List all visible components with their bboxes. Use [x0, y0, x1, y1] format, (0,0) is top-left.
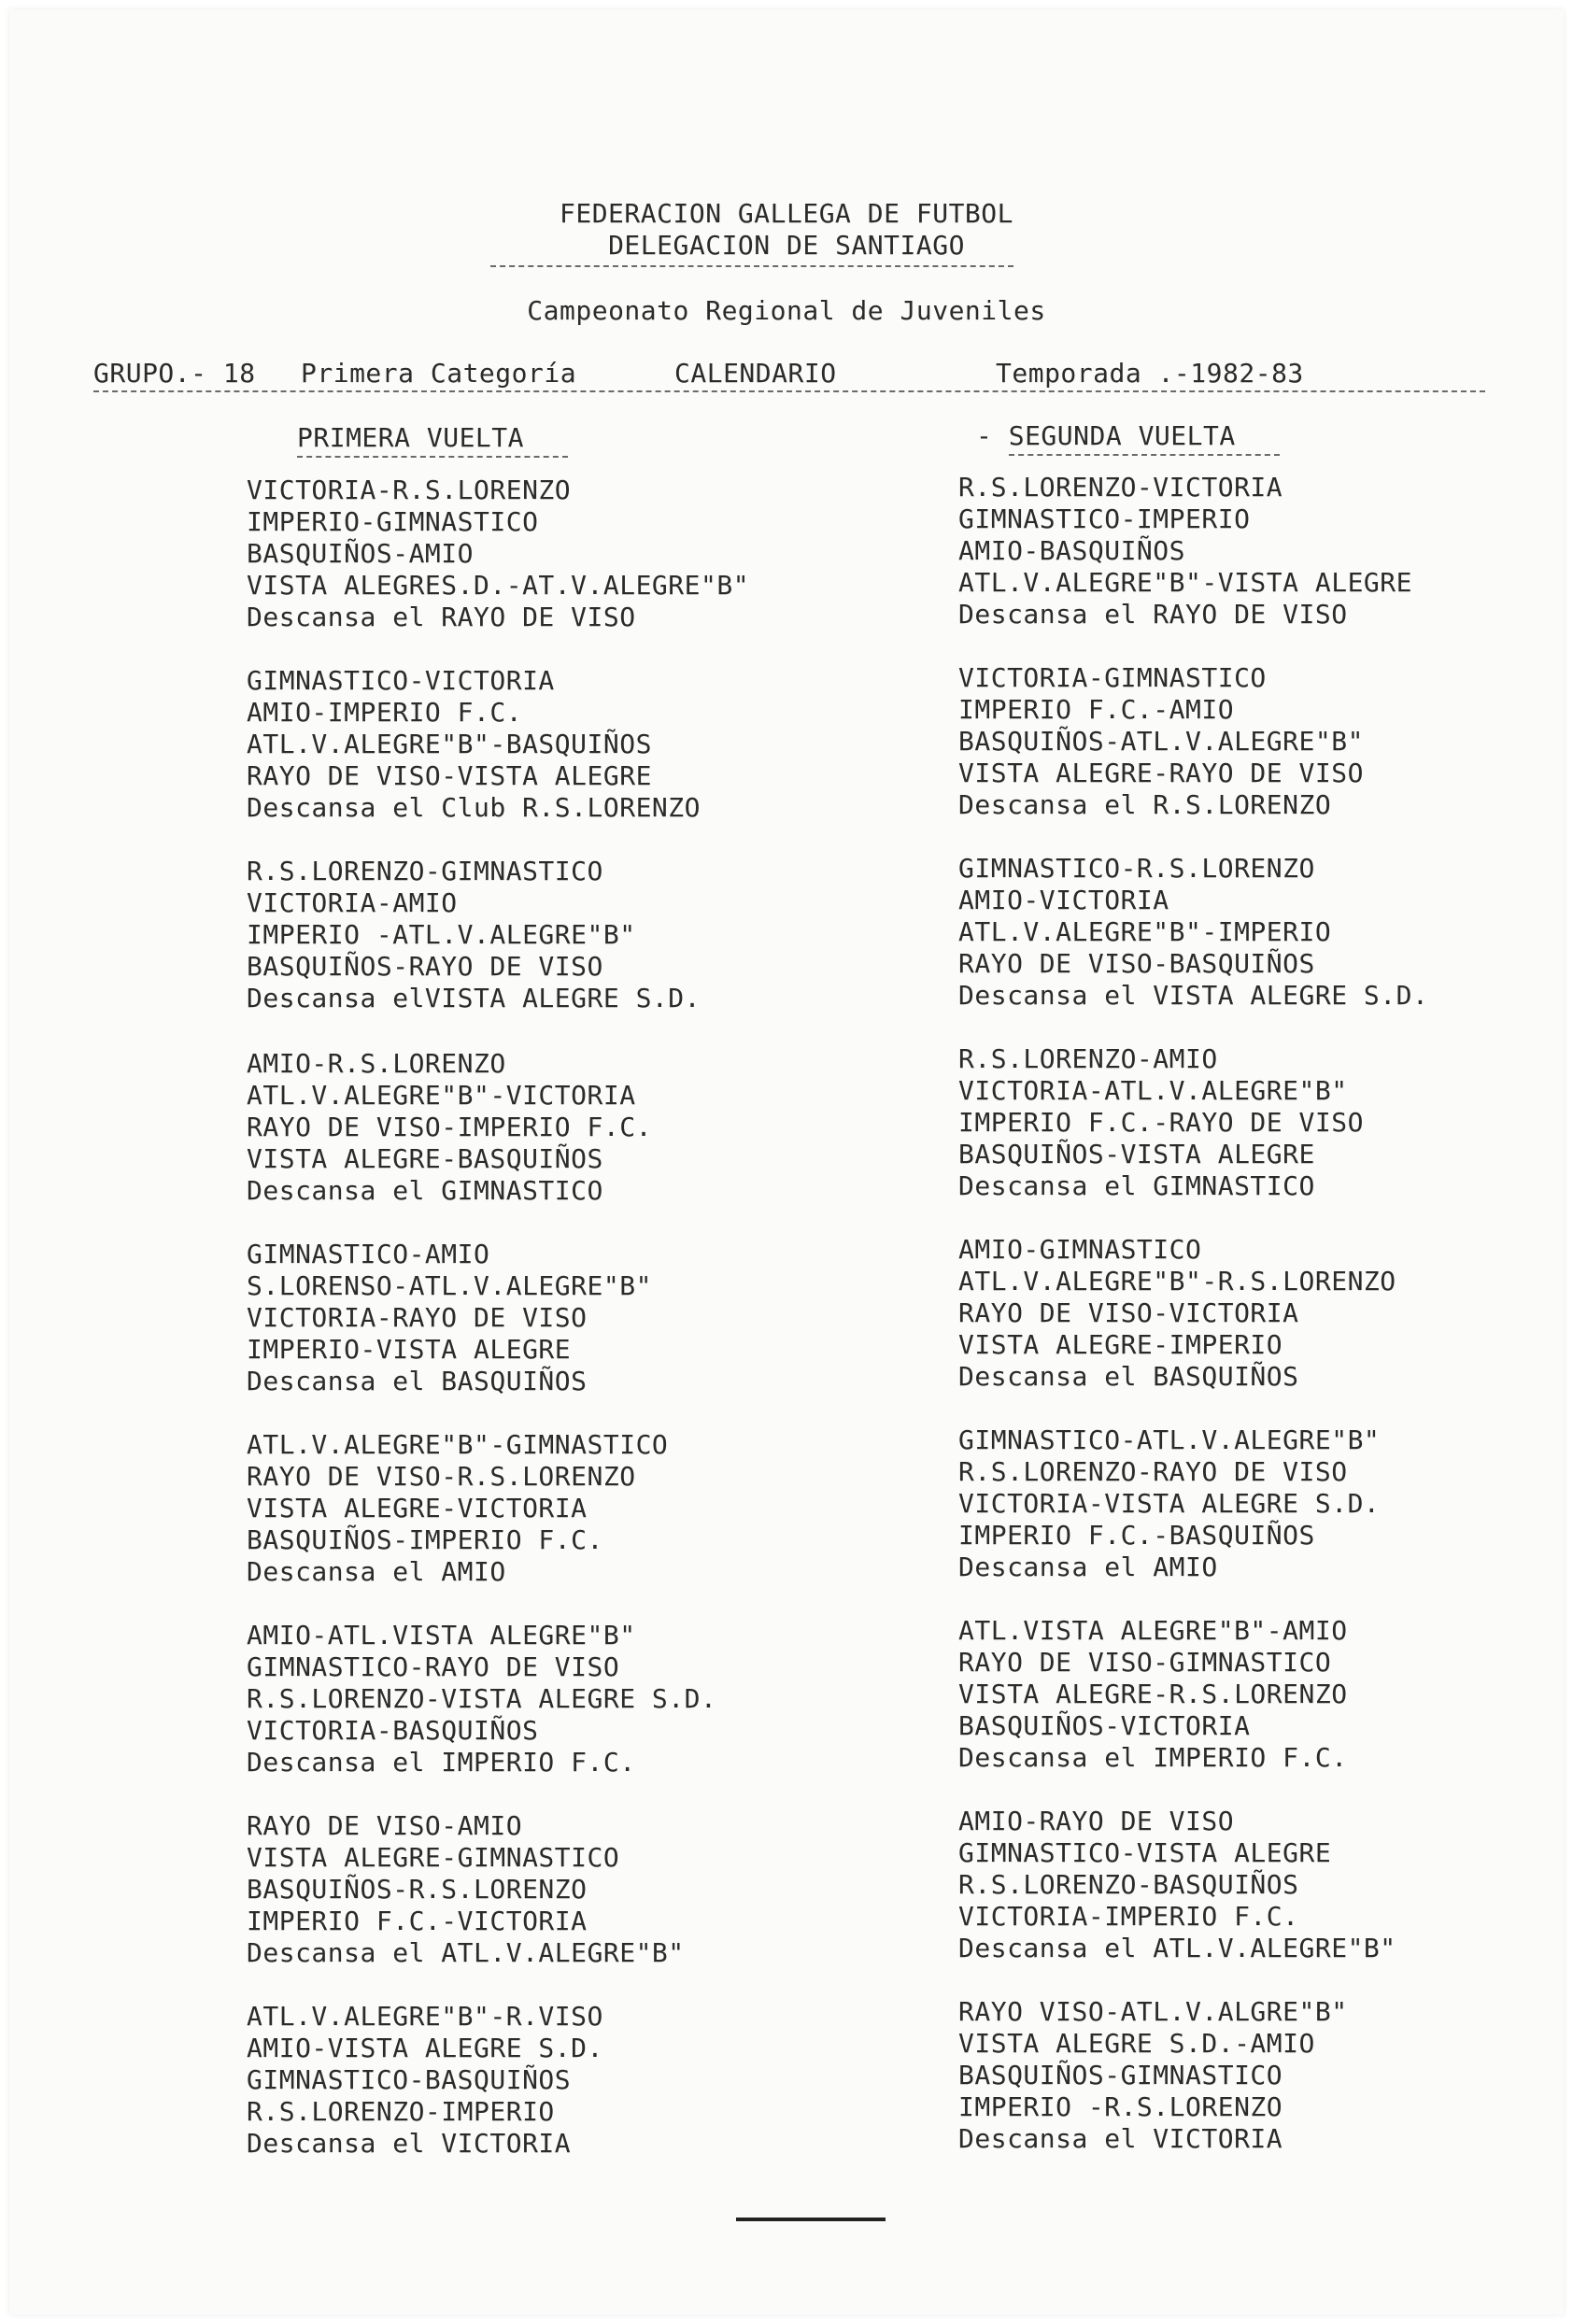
round-7 — [247, 1620, 716, 1778]
match-line: ATL.V.ALEGRE"B"-BASQUIÑOS — [247, 729, 652, 759]
match-line: BASQUIÑOS-ATL.V.ALEGRE"B" — [958, 726, 1364, 757]
round-8 — [247, 1810, 685, 1969]
round-6 — [247, 1429, 668, 1588]
resting-team-line: Descansa el IMPERIO F.C. — [247, 1747, 636, 1778]
match-line: AMIO-GIMNASTICO — [958, 1234, 1202, 1265]
resting-team-line: Descansa el RAYO DE VISO — [247, 602, 636, 632]
match-line: GIMNASTICO-VICTORIA — [247, 665, 555, 696]
delegation-title: DELEGACION DE SANTIAGO — [608, 230, 965, 261]
season-label: Temporada .-1982-83 — [996, 358, 1304, 389]
match-line: VISTA ALEGRES.D.-AT.V.ALEGRE"B" — [247, 570, 750, 601]
match-line: ATL.V.ALEGRE"B"-IMPERIO — [958, 916, 1332, 947]
match-line: S.LORENSO-ATL.V.ALEGRE"B" — [247, 1270, 652, 1301]
round-2 — [958, 662, 1364, 821]
match-line: VICTORIA-GIMNASTICO — [958, 662, 1267, 693]
resting-team-line: Descansa elVISTA ALEGRE S.D. — [247, 983, 701, 1013]
match-line: IMPERIO F.C.-RAYO DE VISO — [958, 1107, 1364, 1138]
match-line: R.S.LORENZO-VISTA ALEGRE S.D. — [247, 1683, 717, 1714]
match-line: GIMNASTICO-VISTA ALEGRE — [958, 1837, 1332, 1868]
match-line: AMIO-ATL.VISTA ALEGRE"B" — [247, 1620, 636, 1651]
match-line: AMIO-VISTA ALEGRE S.D. — [247, 2033, 603, 2063]
round-3 — [958, 853, 1428, 1012]
match-line: BASQUIÑOS-R.S.LORENZO — [247, 1874, 588, 1905]
resting-team-line: Descansa el ATL.V.ALEGRE"B" — [958, 1933, 1396, 1963]
match-line: VISTA ALEGRE-VICTORIA — [247, 1493, 588, 1523]
round-4 — [247, 1048, 652, 1207]
round-5 — [958, 1234, 1396, 1393]
match-line: R.S.LORENZO-GIMNASTICO — [247, 856, 603, 886]
match-line: VICTORIA-R.S.LORENZO — [247, 475, 572, 505]
match-line: VICTORIA-VISTA ALEGRE S.D. — [958, 1488, 1381, 1519]
round-9 — [247, 2001, 603, 2160]
match-line: ATL.V.ALEGRE"B"-R.VISO — [247, 2001, 603, 2032]
match-line: VICTORIA-BASQUIÑOS — [247, 1715, 539, 1746]
match-line: R.S.LORENZO-AMIO — [958, 1043, 1218, 1074]
resting-team-line: Descansa el VICTORIA — [247, 2128, 572, 2159]
match-line: IMPERIO F.C.-VICTORIA — [247, 1906, 588, 1936]
round-6 — [958, 1424, 1380, 1583]
match-line: AMIO-R.S.LORENZO — [247, 1048, 506, 1079]
championship-title: Campeonato Regional de Juveniles — [527, 295, 1046, 326]
match-line: RAYO DE VISO-R.S.LORENZO — [247, 1461, 636, 1492]
resting-team-line: Descansa el AMIO — [247, 1556, 506, 1587]
match-line: IMPERIO F.C.-BASQUIÑOS — [958, 1520, 1315, 1551]
first-leg-title: PRIMERA VUELTA — [297, 422, 525, 453]
match-line: BASQUIÑOS-VICTORIA — [958, 1710, 1251, 1741]
match-line: R.S.LORENZO-IMPERIO — [247, 2096, 555, 2127]
match-line: ATL.VISTA ALEGRE"B"-AMIO — [958, 1615, 1348, 1646]
match-line: BASQUIÑOS-VISTA ALEGRE — [958, 1139, 1315, 1169]
match-line: RAYO VISO-ATL.V.ALGRE"B" — [958, 1996, 1348, 2027]
second-leg-title: - SEGUNDA VUELTA — [976, 420, 1236, 451]
match-line: VISTA ALEGRE-RAYO DE VISO — [958, 758, 1364, 788]
match-line: IMPERIO -ATL.V.ALEGRE"B" — [247, 919, 636, 950]
match-line: RAYO DE VISO-GIMNASTICO — [958, 1647, 1332, 1678]
match-line: GIMNASTICO-RAYO DE VISO — [247, 1651, 620, 1682]
round-3 — [247, 856, 701, 1014]
match-line: VISTA ALEGRE-BASQUIÑOS — [247, 1143, 603, 1174]
match-line: RAYO DE VISO-VICTORIA — [958, 1297, 1299, 1328]
match-line: BASQUIÑOS-IMPERIO F.C. — [247, 1524, 603, 1555]
match-line: RAYO DE VISO-IMPERIO F.C. — [247, 1112, 652, 1142]
match-line: VICTORIA-AMIO — [247, 887, 458, 918]
resting-team-line: Descansa el BASQUIÑOS — [958, 1361, 1299, 1392]
resting-team-line: Descansa el R.S.LORENZO — [958, 789, 1332, 820]
match-line: AMIO-VICTORIA — [958, 885, 1169, 915]
match-line: VISTA ALEGRE-R.S.LORENZO — [958, 1679, 1348, 1709]
match-line: IMPERIO F.C.-AMIO — [958, 694, 1235, 725]
match-line: R.S.LORENZO-RAYO DE VISO — [958, 1456, 1348, 1487]
calendar-label: CALENDARIO — [674, 358, 837, 389]
resting-team-line: Descansa el AMIO — [958, 1552, 1218, 1582]
header-underline — [490, 265, 1013, 267]
resting-team-line: Descansa el Club R.S.LORENZO — [247, 792, 701, 823]
match-line: ATL.V.ALEGRE"B"-VISTA ALEGRE — [958, 567, 1413, 598]
group-row-underline — [93, 390, 1485, 392]
match-line: RAYO DE VISO-AMIO — [247, 1810, 523, 1841]
category-label: Primera Categoría — [301, 358, 577, 389]
match-line: AMIO-IMPERIO F.C. — [247, 697, 523, 728]
round-7 — [958, 1615, 1348, 1774]
federation-title: FEDERACION GALLEGA DE FUTBOL — [559, 198, 1013, 229]
round-8 — [958, 1806, 1396, 1964]
match-line: VICTORIA-IMPERIO F.C. — [958, 1901, 1299, 1932]
match-line: VICTORIA-RAYO DE VISO — [247, 1302, 588, 1333]
resting-team-line: Descansa el RAYO DE VISO — [958, 599, 1348, 630]
resting-team-line: Descansa el ATL.V.ALEGRE"B" — [247, 1937, 685, 1968]
match-line: GIMNASTICO-R.S.LORENZO — [958, 853, 1315, 884]
second-leg-title-underline — [1009, 454, 1280, 456]
group-label: GRUPO.- 18 — [93, 358, 256, 389]
match-line: VICTORIA-ATL.V.ALEGRE"B" — [958, 1075, 1348, 1106]
match-line: ATL.V.ALEGRE"B"-VICTORIA — [247, 1080, 636, 1111]
match-line: R.S.LORENZO-BASQUIÑOS — [958, 1869, 1299, 1900]
resting-team-line: Descansa el VICTORIA — [958, 2123, 1283, 2154]
round-9 — [958, 1996, 1348, 2155]
resting-team-line: Descansa el VISTA ALEGRE S.D. — [958, 980, 1429, 1011]
match-line: BASQUIÑOS-AMIO — [247, 538, 475, 569]
round-5 — [247, 1239, 652, 1397]
match-line: VISTA ALEGRE-GIMNASTICO — [247, 1842, 620, 1873]
match-line: AMIO-BASQUIÑOS — [958, 535, 1186, 566]
match-line: R.S.LORENZO-VICTORIA — [958, 472, 1283, 503]
match-line: ATL.V.ALEGRE"B"-GIMNASTICO — [247, 1429, 669, 1460]
match-line: GIMNASTICO-AMIO — [247, 1239, 490, 1269]
match-line: GIMNASTICO-BASQUIÑOS — [247, 2064, 572, 2095]
match-line: AMIO-RAYO DE VISO — [958, 1806, 1235, 1836]
round-2 — [247, 665, 701, 824]
match-line: RAYO DE VISO-VISTA ALEGRE — [247, 760, 652, 791]
match-line: ATL.V.ALEGRE"B"-R.S.LORENZO — [958, 1266, 1396, 1297]
round-1 — [958, 472, 1412, 631]
match-line: IMPERIO-VISTA ALEGRE — [247, 1334, 572, 1365]
match-line: VISTA ALEGRE-IMPERIO — [958, 1329, 1283, 1360]
first-leg-title-underline — [297, 456, 568, 458]
match-line: IMPERIO -R.S.LORENZO — [958, 2091, 1283, 2122]
closing-rule — [736, 2218, 886, 2221]
group-row — [93, 358, 1495, 395]
match-line: VISTA ALEGRE S.D.-AMIO — [958, 2028, 1315, 2059]
resting-team-line: Descansa el GIMNASTICO — [247, 1175, 603, 1206]
resting-team-line: Descansa el BASQUIÑOS — [247, 1366, 588, 1396]
match-line: GIMNASTICO-IMPERIO — [958, 503, 1251, 534]
resting-team-line: Descansa el GIMNASTICO — [958, 1170, 1315, 1201]
round-4 — [958, 1043, 1364, 1202]
match-line: BASQUIÑOS-GIMNASTICO — [958, 2060, 1283, 2090]
match-line: BASQUIÑOS-RAYO DE VISO — [247, 951, 603, 982]
match-line: IMPERIO-GIMNASTICO — [247, 506, 539, 537]
match-line: GIMNASTICO-ATL.V.ALEGRE"B" — [958, 1424, 1381, 1455]
match-line: RAYO DE VISO-BASQUIÑOS — [958, 948, 1315, 979]
round-1 — [247, 475, 749, 633]
resting-team-line: Descansa el IMPERIO F.C. — [958, 1742, 1348, 1773]
